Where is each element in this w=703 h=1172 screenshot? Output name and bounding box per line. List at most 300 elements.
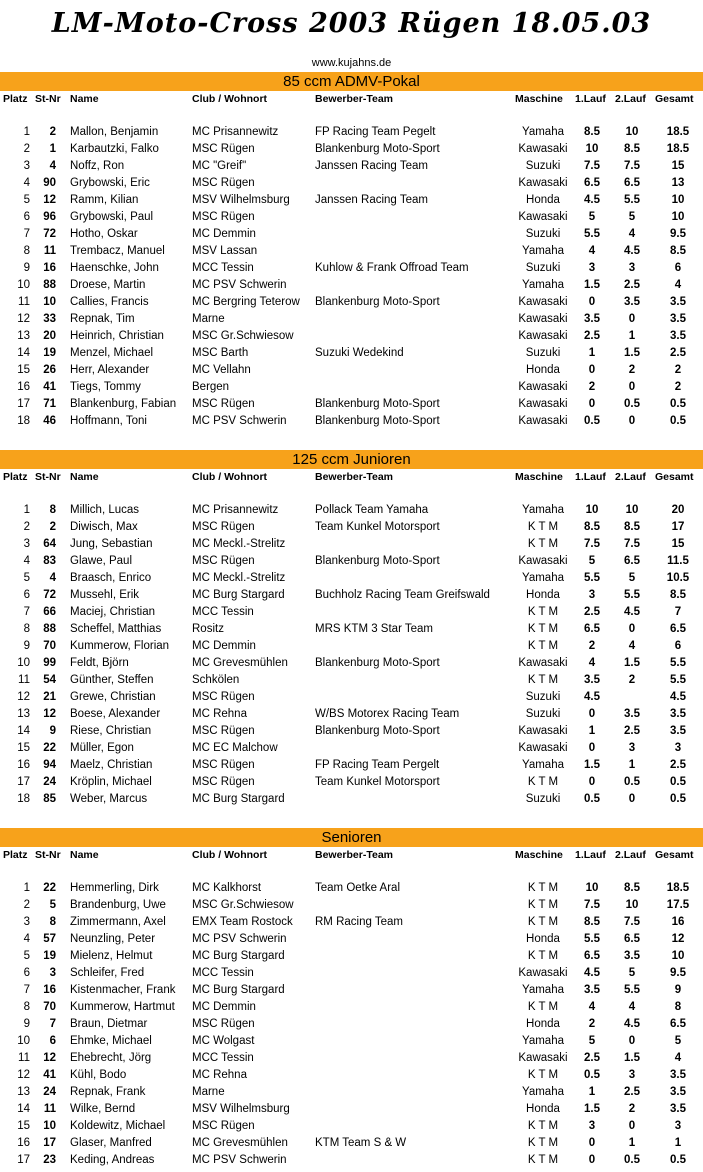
cell-start-number: 70 — [43, 1001, 56, 1013]
cell-run2-points: 2.5 — [624, 1086, 640, 1098]
cell-start-number: 17 — [43, 1137, 56, 1149]
table-row — [0, 124, 703, 141]
cell-start-number: 99 — [43, 657, 56, 669]
cell-run1-points: 0 — [588, 1137, 596, 1149]
cell-run1-points: 5.5 — [584, 228, 600, 240]
table-row — [0, 1033, 703, 1050]
cell-rider-name: Glawe, Paul — [70, 555, 133, 567]
header-start-number: St-Nr — [35, 471, 61, 483]
cell-total-points: 0.5 — [670, 398, 686, 410]
cell-place: 3 — [23, 160, 30, 172]
cell-team: Blankenburg Moto-Sport — [315, 555, 440, 567]
cell-rider-name: Keding, Andreas — [70, 1154, 155, 1166]
cell-start-number: 4 — [49, 572, 56, 584]
cell-rider-name: Hemmerling, Dirk — [70, 882, 159, 894]
table-row — [0, 1152, 703, 1169]
cell-rider-name: Boese, Alexander — [70, 708, 161, 720]
cell-machine: Honda — [526, 933, 560, 945]
cell-team: W/BS Motorex Racing Team — [315, 708, 460, 720]
cell-total-points: 17 — [671, 521, 685, 533]
table-row — [0, 604, 703, 621]
cell-total-points: 2.5 — [670, 347, 686, 359]
header-club: Club / Wohnort — [192, 93, 268, 105]
cell-team: RM Racing Team — [315, 916, 403, 928]
cell-total-points: 3.5 — [670, 1103, 686, 1115]
table-row — [0, 294, 703, 311]
cell-machine: Kawasaki — [518, 177, 568, 189]
cell-machine: Suzuki — [525, 262, 561, 274]
cell-run1-points: 0 — [588, 776, 596, 788]
cell-run2-points: 0.5 — [624, 776, 640, 788]
cell-run2-points: 5.5 — [624, 589, 640, 601]
cell-team: Team Kunkel Motorsport — [315, 521, 440, 533]
cell-machine: Suzuki — [525, 793, 561, 805]
cell-machine: Yamaha — [522, 504, 564, 516]
cell-run1-points: 1 — [588, 347, 596, 359]
cell-start-number: 57 — [43, 933, 56, 945]
table-row — [0, 655, 703, 672]
cell-run2-points: 0 — [628, 381, 636, 393]
cell-total-points: 0.5 — [670, 415, 686, 427]
table-row — [0, 638, 703, 655]
cell-club: MC Grevesmühlen — [192, 657, 288, 669]
table-row — [0, 999, 703, 1016]
table-row — [0, 328, 703, 345]
table-row — [0, 880, 703, 897]
cell-team: Blankenburg Moto-Sport — [315, 143, 440, 155]
cell-machine: Kawasaki — [518, 725, 568, 737]
table-row — [0, 570, 703, 587]
cell-place: 2 — [23, 521, 30, 533]
cell-place: 8 — [23, 623, 30, 635]
cell-rider-name: Kröplin, Michael — [70, 776, 152, 788]
cell-start-number: 19 — [43, 950, 56, 962]
cell-rider-name: Kühl, Bodo — [70, 1069, 127, 1081]
cell-machine: Kawasaki — [518, 1052, 568, 1064]
cell-club: MC Demmin — [192, 228, 256, 240]
cell-rider-name: Brandenburg, Uwe — [70, 899, 166, 911]
cell-machine: Yamaha — [522, 572, 564, 584]
cell-run1-points: 2 — [588, 640, 596, 652]
cell-place: 18 — [17, 415, 30, 427]
cell-club: MC Prisannewitz — [192, 126, 279, 138]
cell-total-points: 3.5 — [670, 330, 686, 342]
table-row — [0, 192, 703, 209]
cell-rider-name: Jung, Sebastian — [70, 538, 153, 550]
cell-rider-name: Noffz, Ron — [70, 160, 125, 172]
cell-start-number: 11 — [43, 245, 56, 257]
table-row — [0, 1101, 703, 1118]
cell-start-number: 33 — [43, 313, 56, 325]
cell-place: 13 — [17, 330, 30, 342]
cell-start-number: 71 — [43, 398, 56, 410]
cell-start-number: 41 — [43, 1069, 56, 1081]
cell-place: 18 — [17, 793, 30, 805]
cell-start-number: 9 — [49, 725, 56, 737]
cell-place: 6 — [23, 211, 30, 223]
cell-rider-name: Kummerow, Hartmut — [70, 1001, 175, 1013]
cell-total-points: 18.5 — [666, 126, 690, 138]
cell-run2-points: 10 — [625, 126, 639, 138]
cell-total-points: 8.5 — [670, 245, 686, 257]
cell-rider-name: Karbautzki, Falko — [70, 143, 159, 155]
cell-start-number: 24 — [43, 1086, 56, 1098]
cell-club: MSC Rügen — [192, 725, 255, 737]
table-row — [0, 345, 703, 362]
cell-club: MC Vellahn — [192, 364, 251, 376]
cell-place: 11 — [18, 1052, 30, 1064]
cell-run2-points: 5 — [628, 967, 636, 979]
cell-team: Buchholz Racing Team Greifswald — [315, 589, 490, 601]
cell-machine: Honda — [526, 364, 560, 376]
cell-run2-points: 2 — [628, 674, 636, 686]
cell-run2-points: 7.5 — [624, 916, 640, 928]
cell-rider-name: Blankenburg, Fabian — [70, 398, 177, 410]
cell-start-number: 88 — [43, 279, 56, 291]
cell-total-points: 0.5 — [670, 1154, 686, 1166]
cell-club: MSC Rügen — [192, 1120, 255, 1132]
cell-run2-points: 8.5 — [624, 143, 640, 155]
cell-club: EMX Team Rostock — [192, 916, 293, 928]
cell-run1-points: 3.5 — [584, 313, 600, 325]
table-row — [0, 1118, 703, 1135]
cell-run1-points: 7.5 — [584, 899, 600, 911]
cell-rider-name: Repnak, Frank — [70, 1086, 146, 1098]
cell-machine: Yamaha — [522, 279, 564, 291]
cell-club: MSC Rügen — [192, 1018, 255, 1030]
cell-machine: K T M — [527, 1001, 559, 1013]
cell-start-number: 1 — [49, 143, 56, 155]
cell-run1-points: 4.5 — [584, 967, 600, 979]
cell-run1-points: 4 — [588, 1001, 596, 1013]
cell-run1-points: 0 — [588, 398, 596, 410]
cell-club: MSC Gr.Schwiesow — [192, 330, 294, 342]
cell-place: 6 — [23, 967, 30, 979]
cell-place: 9 — [23, 262, 30, 274]
cell-place: 7 — [23, 606, 30, 618]
table-row — [0, 413, 703, 430]
table-row — [0, 141, 703, 158]
cell-run2-points: 0 — [628, 623, 636, 635]
cell-total-points: 2 — [674, 381, 682, 393]
cell-machine: K T M — [527, 950, 559, 962]
cell-team: Pollack Team Yamaha — [315, 504, 429, 516]
table-row — [0, 362, 703, 379]
header-place: Platz — [3, 93, 28, 105]
cell-machine: K T M — [527, 640, 559, 652]
cell-total-points: 6.5 — [670, 623, 686, 635]
table-row — [0, 948, 703, 965]
cell-rider-name: Ehmke, Michael — [70, 1035, 152, 1047]
cell-place: 4 — [23, 555, 30, 567]
cell-start-number: 66 — [43, 606, 56, 618]
cell-club: MC Bergring Teterow — [192, 296, 300, 308]
cell-run2-points: 5 — [628, 572, 636, 584]
header-start-number: St-Nr — [35, 93, 61, 105]
cell-run1-points: 7.5 — [584, 160, 600, 172]
cell-rider-name: Glaser, Manfred — [70, 1137, 152, 1149]
table-row — [0, 502, 703, 519]
cell-run1-points: 5 — [588, 555, 596, 567]
cell-place: 14 — [17, 1103, 30, 1115]
cell-place: 3 — [23, 916, 30, 928]
cell-rider-name: Mielenz, Helmut — [70, 950, 153, 962]
cell-run2-points: 5.5 — [624, 984, 640, 996]
cell-run2-points: 0.5 — [624, 398, 640, 410]
cell-rider-name: Callies, Francis — [70, 296, 149, 308]
table-row — [0, 209, 703, 226]
cell-run1-points: 10 — [585, 882, 599, 894]
page-title: LM-Moto-Cross 2003 Rügen 18.05.03 — [51, 8, 652, 39]
cell-rider-name: Weber, Marcus — [70, 793, 148, 805]
cell-run2-points: 5.5 — [624, 194, 640, 206]
cell-start-number: 64 — [43, 538, 56, 550]
cell-club: MC Wolgast — [192, 1035, 255, 1047]
cell-club: MC Burg Stargard — [192, 793, 285, 805]
website-link[interactable]: www.kujahns.de — [311, 57, 392, 69]
cell-place: 11 — [18, 674, 30, 686]
table-row — [0, 982, 703, 999]
section-125ccm-junioren — [0, 450, 703, 808]
column-header-row — [0, 469, 703, 486]
cell-place: 5 — [23, 950, 30, 962]
header-run1-points: 1.Lauf — [575, 849, 606, 861]
table-row — [0, 243, 703, 260]
cell-team: FP Racing Team Pergelt — [315, 759, 440, 771]
cell-rider-name: Braasch, Enrico — [70, 572, 152, 584]
cell-rider-name: Herr, Alexander — [70, 364, 150, 376]
cell-total-points: 3.5 — [670, 725, 686, 737]
cell-total-points: 5.5 — [670, 674, 686, 686]
header-club: Club / Wohnort — [192, 471, 268, 483]
cell-total-points: 2.5 — [670, 759, 686, 771]
cell-total-points: 15 — [671, 538, 685, 550]
table-row — [0, 757, 703, 774]
cell-club: MC Grevesmühlen — [192, 1137, 288, 1149]
cell-machine: Kawasaki — [518, 398, 568, 410]
cell-total-points: 16 — [671, 916, 685, 928]
cell-club: MSC Rügen — [192, 555, 255, 567]
cell-start-number: 21 — [43, 691, 56, 703]
table-row — [0, 1016, 703, 1033]
cell-total-points: 11.5 — [667, 555, 689, 567]
cell-run2-points: 1 — [628, 330, 636, 342]
cell-machine: Suzuki — [525, 347, 561, 359]
cell-rider-name: Müller, Egon — [70, 742, 134, 754]
cell-rider-name: Feldt, Björn — [70, 657, 129, 669]
cell-start-number: 7 — [49, 1018, 56, 1030]
cell-club: Bergen — [192, 381, 230, 393]
table-row — [0, 587, 703, 604]
cell-total-points: 6 — [674, 262, 682, 274]
table-row — [0, 931, 703, 948]
cell-start-number: 12 — [43, 194, 56, 206]
cell-run2-points: 0 — [628, 1035, 636, 1047]
cell-total-points: 4 — [674, 279, 682, 291]
cell-start-number: 5 — [49, 899, 56, 911]
cell-start-number: 70 — [43, 640, 56, 652]
cell-run1-points: 4.5 — [584, 194, 600, 206]
header-run1-points: 1.Lauf — [575, 93, 606, 105]
cell-total-points: 4.5 — [670, 691, 686, 703]
cell-run2-points: 4 — [628, 228, 636, 240]
table-row — [0, 723, 703, 740]
cell-total-points: 15 — [671, 160, 685, 172]
cell-start-number: 8 — [49, 504, 56, 516]
cell-rider-name: Mussehl, Erik — [70, 589, 140, 601]
cell-total-points: 10.5 — [666, 572, 690, 584]
cell-club: MSC Rügen — [192, 759, 255, 771]
cell-run1-points: 0 — [588, 708, 596, 720]
cell-rider-name: Günther, Steffen — [70, 674, 154, 686]
header-machine: Maschine — [515, 93, 563, 105]
cell-start-number: 96 — [43, 211, 56, 223]
cell-team: Kuhlow & Frank Offroad Team — [315, 262, 469, 274]
table-row — [0, 1050, 703, 1067]
cell-machine: Yamaha — [522, 1035, 564, 1047]
cell-rider-name: Schleifer, Fred — [70, 967, 145, 979]
cell-club: MSV Lassan — [192, 245, 258, 257]
cell-club: MSC Barth — [192, 347, 249, 359]
cell-place: 12 — [17, 1069, 30, 1081]
cell-run1-points: 5.5 — [584, 933, 600, 945]
cell-machine: Yamaha — [522, 759, 564, 771]
cell-machine: Suzuki — [525, 708, 561, 720]
cell-team: Blankenburg Moto-Sport — [315, 415, 440, 427]
cell-rider-name: Maelz, Christian — [70, 759, 153, 771]
cell-run1-points: 1 — [588, 725, 596, 737]
table-row — [0, 914, 703, 931]
cell-machine: K T M — [527, 1137, 559, 1149]
cell-run2-points: 2.5 — [624, 725, 640, 737]
cell-machine: Kawasaki — [518, 415, 568, 427]
cell-machine: K T M — [527, 1120, 559, 1132]
table-row — [0, 672, 703, 689]
cell-run1-points: 5 — [588, 1035, 596, 1047]
cell-start-number: 23 — [43, 1154, 56, 1166]
section-85ccm — [0, 72, 703, 430]
cell-place: 11 — [18, 296, 30, 308]
cell-club: MC PSV Schwerin — [192, 415, 287, 427]
cell-machine: K T M — [527, 882, 559, 894]
cell-total-points: 0.5 — [670, 793, 686, 805]
cell-start-number: 94 — [43, 759, 56, 771]
cell-rider-name: Hotho, Oskar — [70, 228, 138, 240]
header-run2-points: 2.Lauf — [615, 471, 646, 483]
cell-machine: K T M — [527, 538, 559, 550]
cell-club: MSC Rügen — [192, 398, 255, 410]
cell-rider-name: Maciej, Christian — [70, 606, 155, 618]
cell-run2-points: 4 — [628, 640, 636, 652]
cell-run1-points: 7.5 — [584, 538, 600, 550]
cell-run1-points: 1.5 — [584, 279, 600, 291]
cell-total-points: 8 — [674, 1001, 682, 1013]
cell-place: 10 — [17, 279, 30, 291]
cell-club: MC PSV Schwerin — [192, 279, 287, 291]
cell-start-number: 10 — [43, 1120, 56, 1132]
table-row — [0, 1135, 703, 1152]
cell-run1-points: 10 — [585, 504, 599, 516]
cell-machine: Yamaha — [522, 984, 564, 996]
cell-club: Schkölen — [192, 674, 240, 686]
section-title: 125 ccm Junioren — [0, 450, 703, 469]
cell-place: 16 — [17, 1137, 30, 1149]
cell-rider-name: Repnak, Tim — [70, 313, 135, 325]
cell-run1-points: 3.5 — [584, 984, 600, 996]
cell-club: MC Demmin — [192, 1001, 256, 1013]
cell-run2-points: 4.5 — [624, 1018, 640, 1030]
cell-run1-points: 1.5 — [584, 1103, 600, 1115]
cell-run1-points: 8.5 — [584, 521, 600, 533]
cell-total-points: 6 — [674, 640, 682, 652]
cell-club: MC Prisannewitz — [192, 504, 279, 516]
cell-total-points: 8.5 — [670, 589, 686, 601]
cell-start-number: 11 — [43, 1103, 56, 1115]
cell-rider-name: Braun, Dietmar — [70, 1018, 148, 1030]
cell-start-number: 2 — [49, 126, 56, 138]
cell-place: 3 — [23, 538, 30, 550]
cell-club: MC Meckl.-Strelitz — [192, 538, 286, 550]
cell-run1-points: 6.5 — [584, 177, 600, 189]
cell-total-points: 0.5 — [670, 776, 686, 788]
cell-machine: Kawasaki — [518, 143, 568, 155]
cell-run2-points: 5 — [628, 211, 636, 223]
cell-run2-points: 2.5 — [624, 279, 640, 291]
cell-run1-points: 0 — [588, 742, 596, 754]
header-machine: Maschine — [515, 471, 563, 483]
cell-run2-points: 0 — [628, 313, 636, 325]
cell-start-number: 19 — [43, 347, 56, 359]
cell-machine: K T M — [527, 521, 559, 533]
cell-total-points: 9 — [674, 984, 682, 996]
cell-start-number: 12 — [43, 708, 56, 720]
cell-club: MC Meckl.-Strelitz — [192, 572, 286, 584]
cell-start-number: 20 — [43, 330, 56, 342]
column-header-row — [0, 847, 703, 864]
table-row — [0, 226, 703, 243]
table-row — [0, 260, 703, 277]
cell-place: 1 — [23, 504, 30, 516]
header-place: Platz — [3, 849, 28, 861]
cell-run2-points: 3 — [628, 742, 636, 754]
cell-club: MC Demmin — [192, 640, 256, 652]
cell-machine: Kawasaki — [518, 330, 568, 342]
cell-team: Team Kunkel Motorsport — [315, 776, 440, 788]
cell-start-number: 90 — [43, 177, 56, 189]
cell-place: 2 — [23, 143, 30, 155]
header-run2-points: 2.Lauf — [615, 849, 646, 861]
cell-total-points: 5 — [674, 1035, 682, 1047]
section-senioren — [0, 828, 703, 1169]
cell-place: 15 — [17, 1120, 30, 1132]
cell-total-points: 18.5 — [666, 882, 690, 894]
cell-club: MCC Tessin — [192, 262, 254, 274]
cell-club: MSC Rügen — [192, 211, 255, 223]
cell-club: MSC Rügen — [192, 776, 255, 788]
cell-machine: Kawasaki — [518, 967, 568, 979]
header-total-points: Gesamt — [655, 93, 694, 105]
cell-run1-points: 0.5 — [584, 793, 600, 805]
cell-club: MC PSV Schwerin — [192, 1154, 287, 1166]
table-row — [0, 553, 703, 570]
cell-place: 9 — [23, 1018, 30, 1030]
header-team: Bewerber-Team — [315, 849, 394, 861]
header-rider-name: Name — [70, 471, 99, 483]
cell-club: Marne — [192, 313, 225, 325]
cell-start-number: 72 — [43, 589, 56, 601]
cell-place: 6 — [23, 589, 30, 601]
cell-team: Team Oetke Aral — [315, 882, 401, 894]
